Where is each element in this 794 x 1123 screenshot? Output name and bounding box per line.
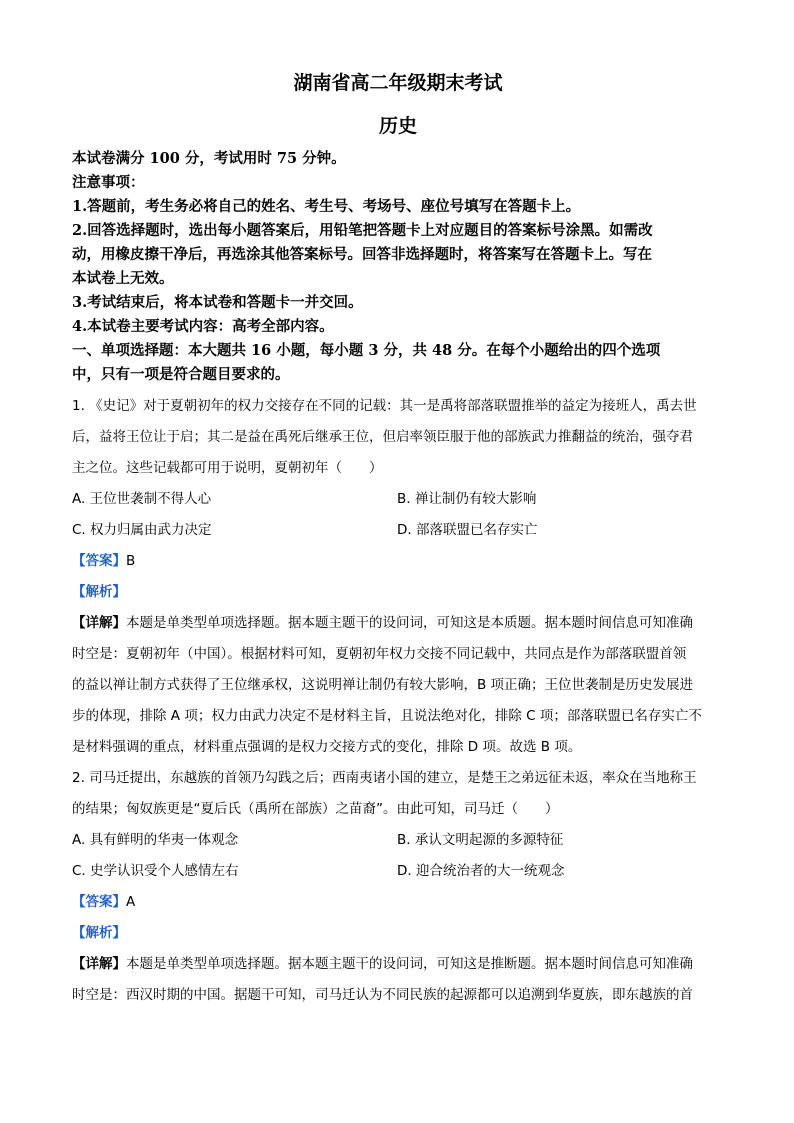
option-a: A. 具有鲜明的华夷一体观念: [72, 832, 239, 848]
option-list: [72, 484, 724, 546]
bracket-open: 【: [72, 894, 86, 910]
bracket-open: 【: [72, 553, 86, 569]
notice-item: 4.本试卷主要考试内容：高考全部内容。: [72, 318, 334, 335]
detail-line: [72, 949, 724, 980]
subject-title: 历史: [378, 115, 417, 137]
answer-value: A: [126, 894, 136, 910]
bracket-open: 【: [72, 584, 86, 600]
option-d: D. 部落联盟已名存实亡: [397, 522, 538, 538]
bracket-close: 】: [112, 956, 126, 972]
option-d: D. 迎合统治者的大一统观念: [397, 863, 565, 879]
bracket-close: 】: [112, 553, 126, 569]
bracket-close: 】: [112, 615, 126, 631]
notice-item: 2.回答选择题时，选出每小题答案后，用铅笔把答题卡上对应题目的答案标号涂黑。如需改: [72, 222, 653, 239]
answer-value: B: [126, 553, 136, 569]
score-line: 本试卷满分 100 分，考试用时 75 分钟。: [72, 150, 346, 167]
question-stem-line: 后，益将王位让于启；其二是益在禹死后继承王位，但启率领臣服于他的部族武力推翻益的统治，强夺君: [72, 429, 693, 445]
detail-line: 时空是：夏朝初年（中国）。根据材料可知，夏朝初年权力交接不同记载中，共同点是作为部落联盟首领: [72, 646, 687, 662]
detail-tag: 详解: [85, 615, 113, 631]
answer-tag: 答案: [85, 894, 113, 910]
option-b: B. 承认文明起源的多源特征: [397, 832, 564, 848]
analysis-line: [72, 577, 724, 608]
section-heading: 中，只有一项是符合题目要求的。: [72, 366, 290, 383]
option-c: C. 史学认识受个人感情左右: [72, 863, 239, 879]
bracket-close: 】: [112, 894, 126, 910]
detail-line: 步的体现，排除 A 项；权力由武力决定不是材料主旨，且说法绝对化，排除 C 项；部落联盟已名存实亡不: [72, 708, 702, 724]
question-stem-line: 2. 司马迁提出，东越族的首领乃勾践之后；西南夷诸小国的建立，是楚王之弟远征未返，率众在当地称王: [72, 770, 697, 786]
option-b: B. 禅让制仍有较大影响: [397, 491, 537, 507]
question-stem-line: 的结果；匈奴族更是“夏后氏（禹所在部族）之苗裔”。由此可知，司马迁（ ）: [72, 801, 559, 817]
detail-text: 本题是单类型单项选择题。据本题主题干的设问词，可知这是本质题。据本题时间信息可知准确: [126, 615, 693, 631]
option-a: A. 王位世袭制不得人心: [72, 491, 212, 507]
notice-item: 动，用橡皮擦干净后，再选涂其他答案标号。回答非选择题时，将答案写在答题卡上。写在: [72, 246, 652, 263]
option-c: C. 权力归属由武力决定: [72, 522, 212, 538]
question-stem-line: 1. 《史记》对于夏朝初年的权力交接存在不同的记载：其一是禹将部落联盟推举的益定为接班人，禹去世: [72, 398, 697, 414]
notice-item: 本试卷上无效。: [72, 270, 174, 287]
answer-tag: 答案: [85, 553, 113, 569]
detail-line: 时空是：西汉时期的中国。据题干可知，司马迁认为不同民族的起源都可以追溯到华夏族，即东越族的首: [72, 987, 693, 1003]
bracket-close: 】: [112, 584, 126, 600]
analysis-line: [72, 918, 724, 949]
notice-title: 注意事项：: [72, 174, 145, 191]
section-heading: 一、单项选择题：本大题共 16 小题，每小题 3 分，共 48 分。在每个小题给出的四个选项: [72, 342, 661, 359]
analysis-tag: 解析: [85, 584, 113, 600]
detail-line: 是材料强调的重点，材料重点强调的是权力交接方式的变化，排除 D 项。故选 B 项。: [72, 739, 582, 755]
question-stem-line: 主之位。这些记载都可用于说明，夏朝初年（ ）: [72, 460, 383, 476]
detail-tag: 详解: [85, 956, 113, 972]
notice-item: 3.考试结束后，将本试卷和答题卡一并交回。: [72, 294, 363, 311]
bracket-open: 【: [72, 925, 86, 941]
bracket-open: 【: [72, 956, 86, 972]
detail-text: 本题是单类型单项选择题。据本题主题干的设问词，可知这是推断题。据本题时间信息可知准确: [126, 956, 693, 972]
notice-item: 1.答题前，考生务必将自己的姓名、考生号、考场号、座位号填写在答题卡上。: [72, 198, 581, 215]
question-1: [72, 391, 724, 763]
question-2: [72, 763, 724, 1011]
analysis-tag: 解析: [85, 925, 113, 941]
bracket-close: 】: [112, 925, 126, 941]
answer-line: [72, 546, 724, 577]
detail-line: 的益以禅让制方式获得了王位继承权，这说明禅让制仍有较大影响，B 项正确；王位世袭制是历史发展进: [72, 677, 694, 693]
bracket-open: 【: [72, 615, 86, 631]
detail-line: [72, 608, 724, 639]
option-list: [72, 825, 724, 887]
page-title: 湖南省高二年级期末考试: [293, 72, 503, 94]
answer-line: [72, 887, 724, 918]
